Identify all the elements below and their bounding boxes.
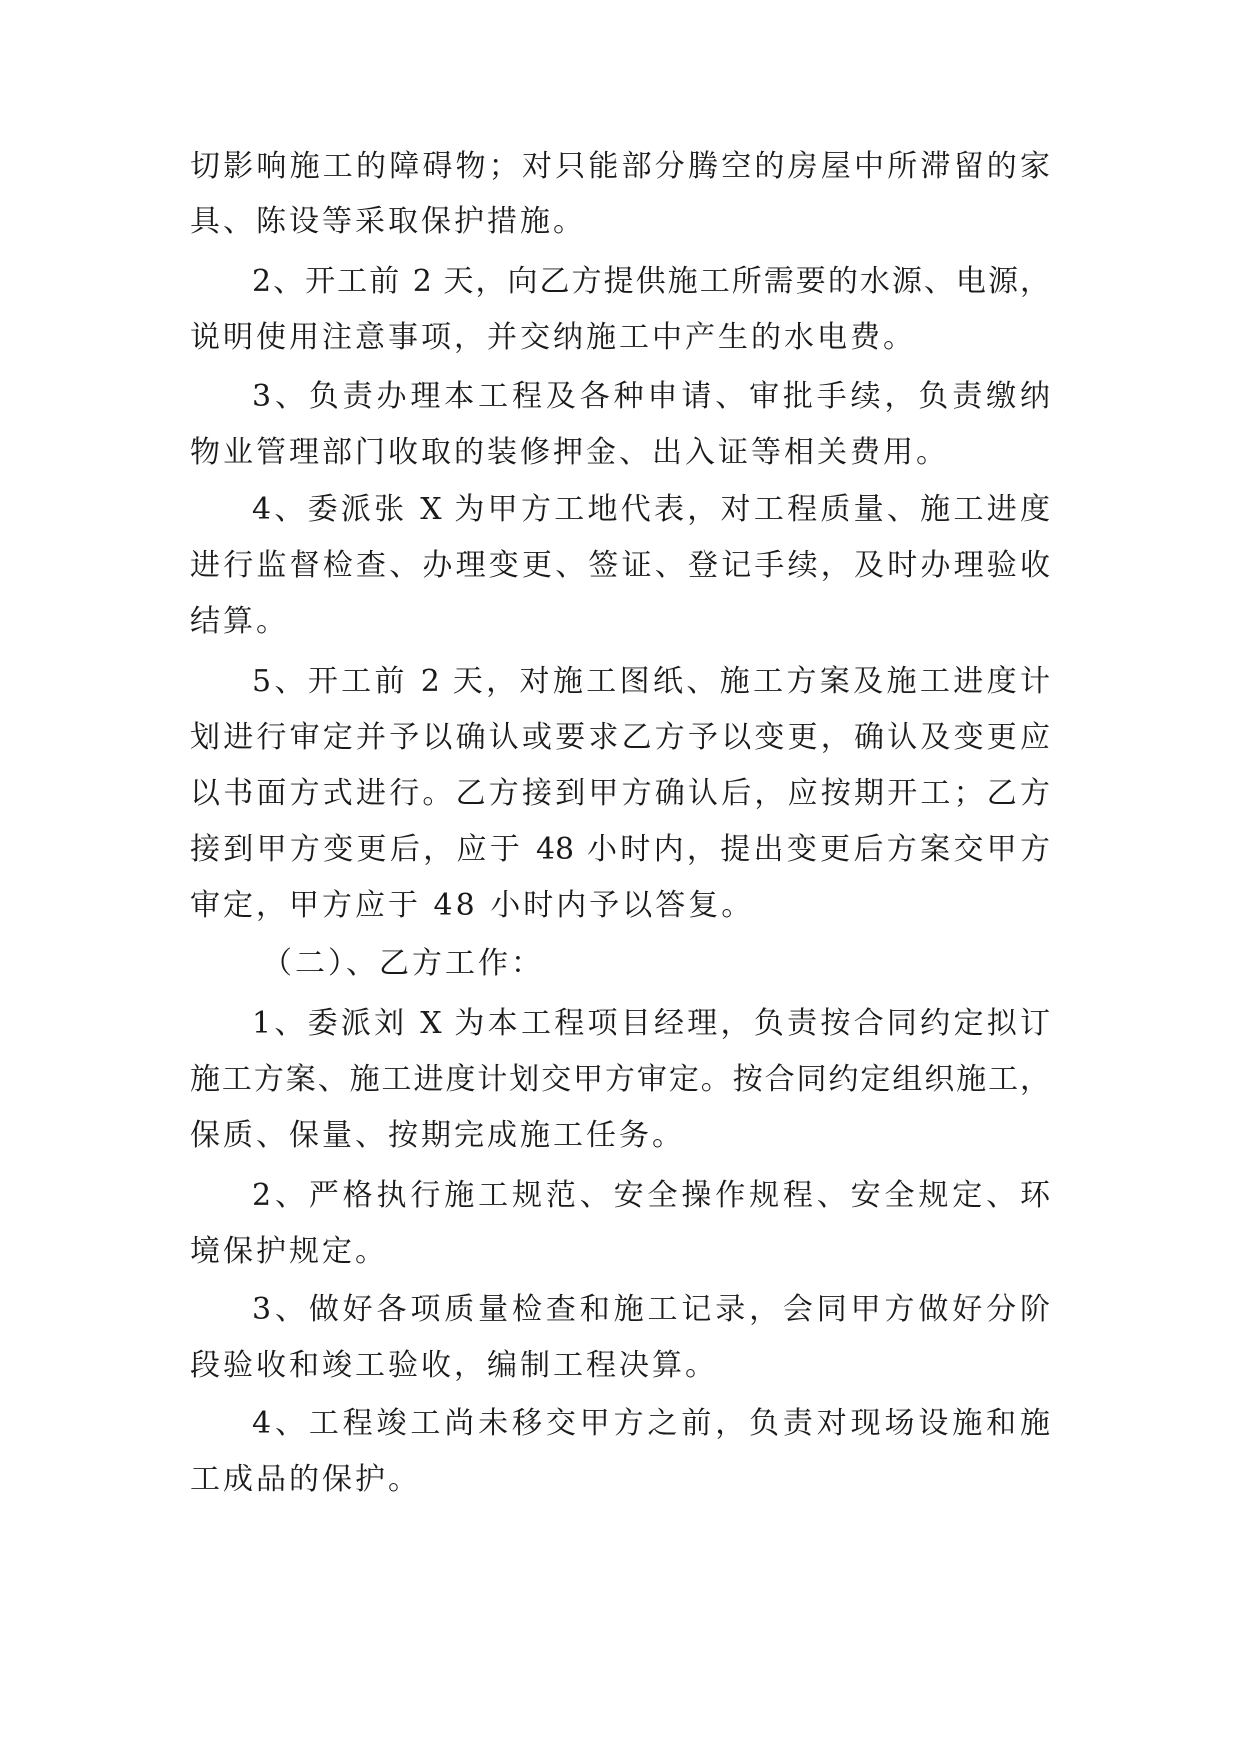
list-item-text: 4、委派张 X 为甲方工地代表，对工程质量、施工进度 <box>252 492 1050 527</box>
list-item-text: 2、严格执行施工规范、安全操作规程、安全规定、环 <box>252 1178 1050 1213</box>
list-item-text: 3、做好各项质量检查和施工记录，会同甲方做好分阶 <box>252 1292 1050 1327</box>
body-text-line: 以书面方式进行。乙方接到甲方确认后，应按期开工；乙方 <box>190 776 1050 811</box>
list-item-text: 1、委派刘 X 为本工程项目经理，负责按合同约定拟订 <box>252 1006 1050 1041</box>
body-text-line: 施工方案、施工进度计划交甲方审定。按合同约定组织施工， <box>190 1062 1050 1097</box>
body-text-line: 物业管理部门收取的装修押金、出入证等相关费用。 <box>190 435 949 470</box>
list-item-text: 4、工程竣工尚未移交甲方之前，负责对现场设施和施 <box>252 1406 1050 1441</box>
list-item-text: 5、开工前 2 天，对施工图纸、施工方案及施工进度计 <box>252 664 1050 699</box>
body-text-line: 结算。 <box>190 604 289 639</box>
body-text-line: 境保护规定。 <box>190 1234 388 1269</box>
body-text-line: 段验收和竣工验收，编制工程决算。 <box>190 1348 718 1383</box>
section-heading: （二）、乙方工作： <box>262 946 544 981</box>
list-item-text: 3、负责办理本工程及各种申请、审批手续，负责缴纳 <box>252 379 1050 414</box>
body-text-line: 具、陈设等采取保护措施。 <box>190 204 586 239</box>
body-text-line: 说明使用注意事项，并交纳施工中产生的水电费。 <box>190 320 916 355</box>
body-text-line: 保质、保量、按期完成施工任务。 <box>190 1118 685 1153</box>
body-text-line: 接到甲方变更后，应于 48 小时内，提出变更后方案交甲方 <box>190 832 1050 867</box>
body-text-line: 进行监督检查、办理变更、签证、登记手续，及时办理验收 <box>190 548 1050 583</box>
list-item-text: 2、开工前 2 天，向乙方提供施工所需要的水源、电源， <box>252 264 1050 299</box>
body-text-line: 工成品的保护。 <box>190 1462 421 1497</box>
body-text-line: 切影响施工的障碍物；对只能部分腾空的房屋中所滞留的家 <box>190 149 1050 184</box>
body-text-line: 审定，甲方应于 48 小时内予以答复。 <box>190 888 755 923</box>
body-text-line: 划进行审定并予以确认或要求乙方予以变更，确认及变更应 <box>190 720 1050 755</box>
